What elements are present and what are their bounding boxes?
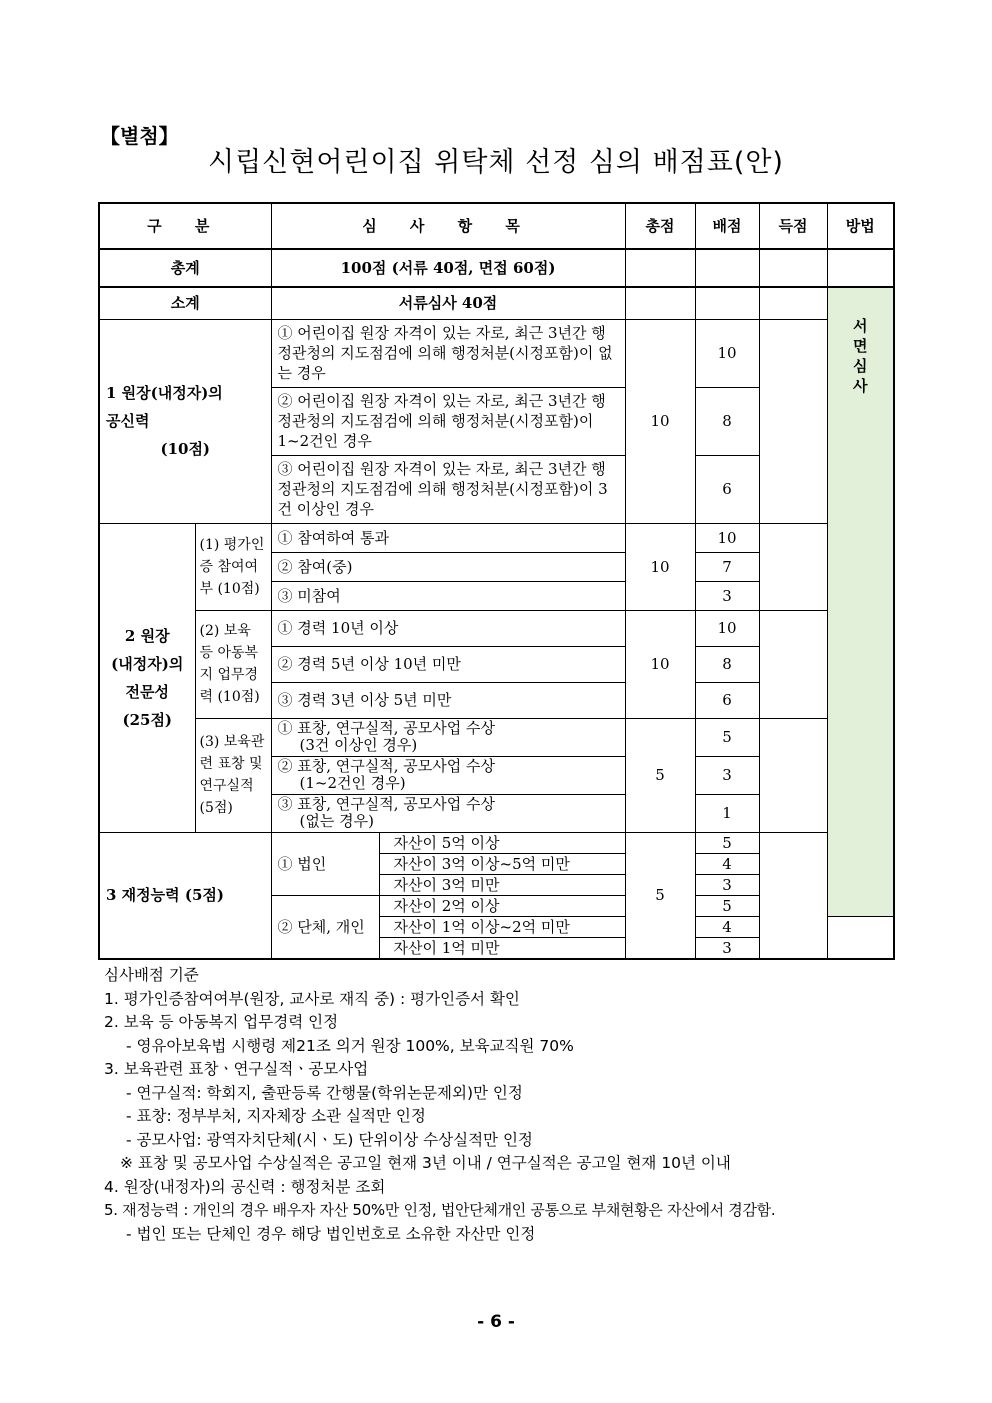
- section2-score: 1: [695, 794, 759, 832]
- table-header-row: [99, 203, 894, 249]
- section2-item-line2: (3건 이상인 경우): [299, 736, 418, 754]
- section2-score: 10: [695, 523, 759, 552]
- section2-item-line2: (1~2건인 경우): [299, 774, 406, 792]
- section1-item: ② 어린이집 원장 자격이 있는 자로, 최근 3년간 행정관청의 지도점검에 의해 행정처분(시정포함)이 1~2건인 경우: [271, 387, 625, 455]
- notes-heading: 심사배점 기준: [104, 966, 199, 984]
- table-row: [99, 319, 894, 387]
- section1-item: ① 어린이집 원장 자격이 있는 자로, 최근 3년간 행정관청의 지도점검에 의해 행정처분(시정포함)이 없는 경우: [271, 319, 625, 387]
- section2-score: 3: [695, 756, 759, 794]
- section3-item: 자산이 1억 미만: [379, 937, 625, 959]
- section3-score: 5: [695, 832, 759, 853]
- notes-line: 2. 보육 등 아동복지 업무경력 인정: [104, 1013, 339, 1031]
- section3-score: 4: [695, 916, 759, 937]
- section2-label-line4: (25점): [122, 710, 173, 729]
- notes-line: - 연구실적: 학회지, 출판등록 간행물(학위논문제외)만 인정: [126, 1083, 523, 1102]
- section2-item: ③ 미참여: [271, 581, 625, 610]
- header-items: 심 사 항 목: [271, 203, 625, 249]
- section3-score: 4: [695, 853, 759, 874]
- scoring-notes: [104, 964, 924, 1246]
- attachment-label: 【별첨】: [100, 124, 179, 148]
- notes-line: - 표창: 정부부처, 지자체장 소관 실적만 인정: [126, 1107, 426, 1125]
- subtotal-text: 서류심사 40점: [271, 287, 625, 319]
- section2-item-line1: ① 표창, 연구실적, 공모사업 수상: [277, 719, 496, 737]
- table-row: [99, 832, 894, 853]
- section2-label-line2: (내정자)의: [111, 654, 184, 673]
- section3-label: 3 재정능력 (5점): [99, 832, 271, 959]
- method-cell: [827, 287, 894, 916]
- table-row: [99, 523, 894, 552]
- section2-score: 3: [695, 581, 759, 610]
- section1-item: ③ 어린이집 원장 자격이 있는 자로, 최근 3년간 행정관청의 지도점검에 의해 행정처분(시정포함)이 3건 이상인 경우: [271, 455, 625, 523]
- table-row: [99, 718, 894, 756]
- table-row: [99, 610, 894, 646]
- section2-item: ① 참여하여 통과: [271, 523, 625, 552]
- section2-item-line2: (없는 경우): [299, 812, 374, 830]
- grand-total-text: 100점 (서류 40점, 면접 60점): [271, 249, 625, 287]
- notes-line: 4. 원장(내정자)의 공신력 : 행정처분 조회: [104, 1177, 386, 1196]
- section2-item: [271, 718, 625, 756]
- document-title: 시립신현어린이집 위탁체 선정 심의 배점표(안): [208, 147, 784, 178]
- grand-total-label: 총계: [99, 249, 271, 287]
- section2-group-total: 5: [625, 718, 695, 832]
- header-allot: 배점: [695, 203, 759, 249]
- section1-score: 6: [695, 455, 759, 523]
- section2-item-line1: ③ 표창, 연구실적, 공모사업 수상: [277, 795, 496, 813]
- header-total: 총점: [625, 203, 695, 249]
- section2-group-label: (2) 보육 등 아동복지 업무경력 (10점): [195, 610, 271, 718]
- header-method: 방법: [827, 203, 894, 249]
- notes-line: 5. 재정능력 : 개인의 경우 배우자 자산 50%만 인정, 법안단체개인 공통으로 부채현황은 자산에서 경감함.: [104, 1201, 776, 1219]
- section1-label-line1: 1 원장(내정자)의: [106, 384, 223, 402]
- section2-score: 8: [695, 646, 759, 682]
- notes-line: - 영유아보육법 시행령 제21조 의거 원장 100%, 보육교직원 70%: [126, 1036, 574, 1055]
- section2-item: [271, 794, 625, 832]
- section2-score: 5: [695, 718, 759, 756]
- section2-group-label: (1) 평가인증 참여여부 (10점): [195, 523, 271, 610]
- section3-group-label: ① 법인: [271, 832, 379, 895]
- notes-line: 1. 평가인증참여여부(원장, 교사로 재직 중) : 평가인증서 확인: [104, 989, 520, 1008]
- section3-item: 자산이 5억 이상: [379, 832, 625, 853]
- score-table: [98, 202, 895, 960]
- section2-group-total: 10: [625, 523, 695, 610]
- section3-item: 자산이 3억 이상~5억 미만: [379, 853, 625, 874]
- section2-item: ① 경력 10년 이상: [271, 610, 625, 646]
- section3-total: 5: [625, 832, 695, 959]
- section2-label-line3: 전문성: [125, 682, 169, 701]
- section1-total: 10: [625, 319, 695, 523]
- section2-score: 10: [695, 610, 759, 646]
- header-score: 득점: [759, 203, 827, 249]
- section3-score: 5: [695, 895, 759, 916]
- section2-label-line1: 2 원장: [124, 626, 170, 645]
- section3-item: 자산이 1억 이상~2억 미만: [379, 916, 625, 937]
- method-text: 서면심사: [853, 317, 868, 395]
- section2-score: 7: [695, 552, 759, 581]
- section3-item: 자산이 3억 미만: [379, 874, 625, 895]
- grand-total-row: [99, 249, 894, 287]
- page-number: - 6 -: [477, 1312, 515, 1332]
- section1-score: 10: [695, 319, 759, 387]
- section1-label-line2: 공신력: [106, 412, 150, 430]
- section2-score: 6: [695, 682, 759, 718]
- section1-score: 8: [695, 387, 759, 455]
- section2-label: [99, 523, 195, 832]
- section3-score: 3: [695, 937, 759, 959]
- section3-group-label: ② 단체, 개인: [271, 895, 379, 959]
- subtotal-row: [99, 287, 894, 319]
- section1-label: [99, 319, 271, 523]
- section1-label-line3: (10점): [160, 440, 211, 458]
- notes-line: 3. 보육관련 표창ㆍ연구실적ㆍ공모사업: [104, 1060, 369, 1078]
- section2-item: ② 경력 5년 이상 10년 미만: [271, 646, 625, 682]
- subtotal-label: 소계: [99, 287, 271, 319]
- notes-line: - 공모사업: 광역자치단체(시ㆍ도) 단위이상 수상실적만 인정: [126, 1130, 533, 1149]
- header-category: 구 분: [99, 203, 271, 249]
- section3-item: 자산이 2억 이상: [379, 895, 625, 916]
- section2-group-total: 10: [625, 610, 695, 718]
- notes-line: - 법인 또는 단체인 경우 해당 법인번호로 소유한 자산만 인정: [126, 1224, 536, 1243]
- notes-line: ※ 표창 및 공모사업 수상실적은 공고일 현재 3년 이내 / 연구실적은 공고일 현재 10년 이내: [120, 1154, 731, 1172]
- section2-item: [271, 756, 625, 794]
- section2-group-label: (3) 보육관련 표창 및 연구실적 (5점): [195, 718, 271, 832]
- section2-item: ③ 경력 3년 이상 5년 미만: [271, 682, 625, 718]
- section2-item-line1: ② 표창, 연구실적, 공모사업 수상: [277, 757, 496, 775]
- section2-item: ② 참여(중): [271, 552, 625, 581]
- section3-score: 3: [695, 874, 759, 895]
